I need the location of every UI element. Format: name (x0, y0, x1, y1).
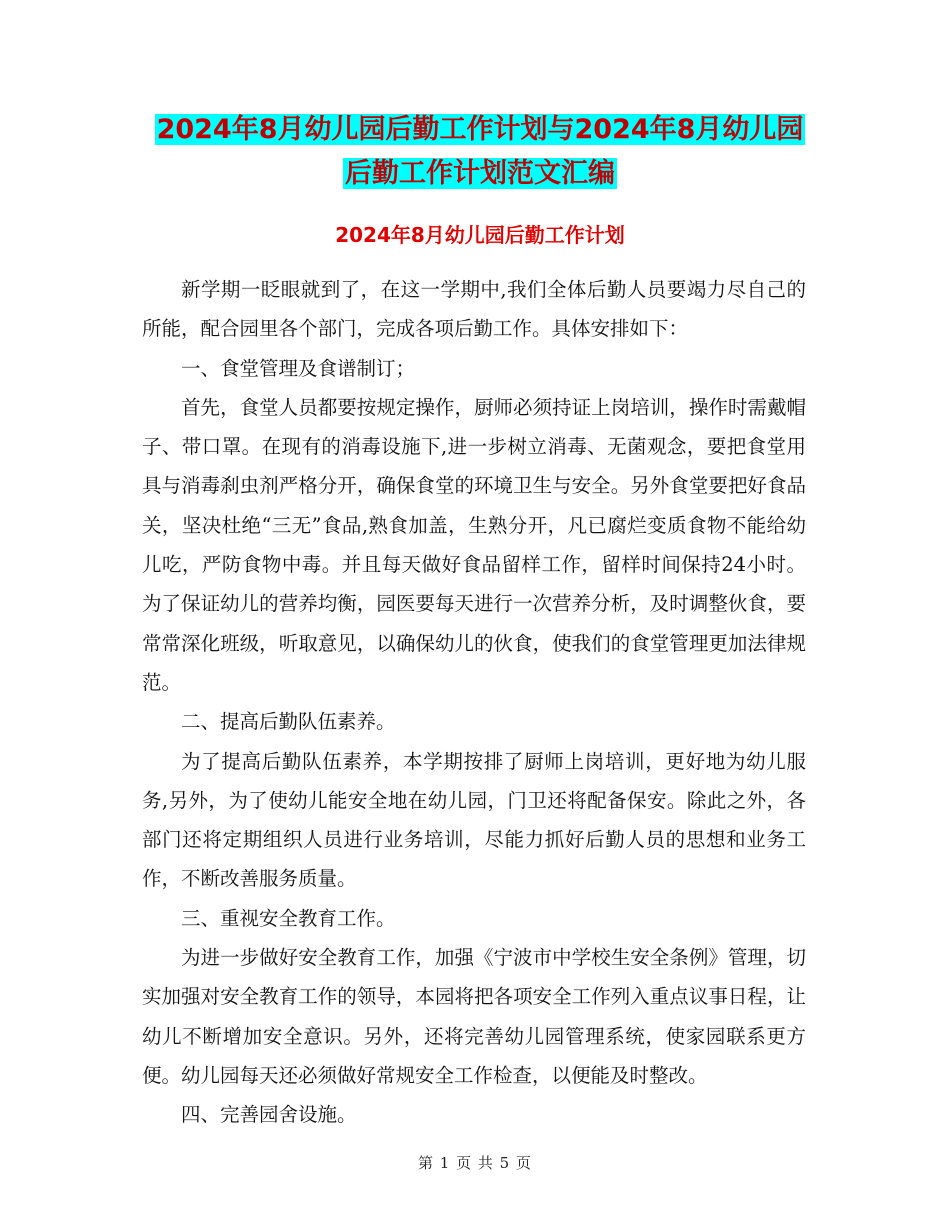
document-body (142, 270, 806, 1135)
document-title-line-2 (140, 152, 820, 196)
paragraph-canteen: 首先，食堂人员都要按规定操作，厨师必须持证上岗培训，操作时需戴帽子、带口罩。在现有的消毒设施下,进一步树立消毒、无菌观念，要把食堂用具与消毒刹虫剂严格分开，确保食堂的环境卫生与安全。另外食堂要把好食品关，坚决杜绝“三无”食品,熟食加盖，生熟分开，凡已腐烂变质食物不能给幼儿吃，严防食物中毒。并且每天做好食品留样工作，留样时间保持24小时。为了保证幼儿的营养均衡，园医要每天进行一次营养分析，及时调整伙食，要常常深化班级，听取意见，以确保幼儿的伙食，使我们的食堂管理更加法律规范。 (142, 395, 806, 694)
paragraph-safety: 为进一步做好安全教育工作，加强《宁波市中学校生安全条例》管理，切实加强对安全教育工作的领导，本园将把各项安全工作列入重点议事日程，让幼儿不断增加安全意识。另外，还将完善幼儿园管理系统，使家园联系更方便。幼儿园每天还必须做好常规安全工作检查，以便能及时整改。 (142, 946, 806, 1087)
document-title-text-2: 后勤工作计划范文汇编 (345, 158, 615, 189)
document-title-line-1 (140, 108, 820, 152)
paragraph-heading-4: 四、完善园舍设施。 (181, 1103, 357, 1127)
paragraph-intro: 新学期一眨眼就到了，在这一学期中,我们全体后勤人员要竭力尽自己的所能，配合园里各个部门，完成各项后勤工作。具体安排如下： (142, 278, 806, 341)
section-heading: 2024年8月幼儿园后勤工作计划 (335, 223, 625, 247)
paragraph-heading-2: 二、提高后勤队伍素养。 (181, 710, 396, 734)
paragraph-heading-1: 一、食堂管理及食谱制订； (181, 356, 416, 380)
document-title-text-1: 2024年8月幼儿园后勤工作计划与2024年8月幼儿园 (156, 114, 804, 145)
paragraph-heading-3: 三、重视安全教育工作。 (181, 906, 396, 930)
paragraph-staff: 为了提高后勤队伍素养，本学期按排了厨师上岗培训，更好地为幼儿服务,另外，为了使幼儿能安全地在幼儿园，门卫还将配备保安。除此之外，各部门还将定期组织人员进行业务培训，尽能力抓好后勤人员的思想和业务工作，不断改善服务质量。 (142, 749, 806, 891)
page-number-footer: 第 1 页 共 5 页 (418, 1154, 532, 1172)
